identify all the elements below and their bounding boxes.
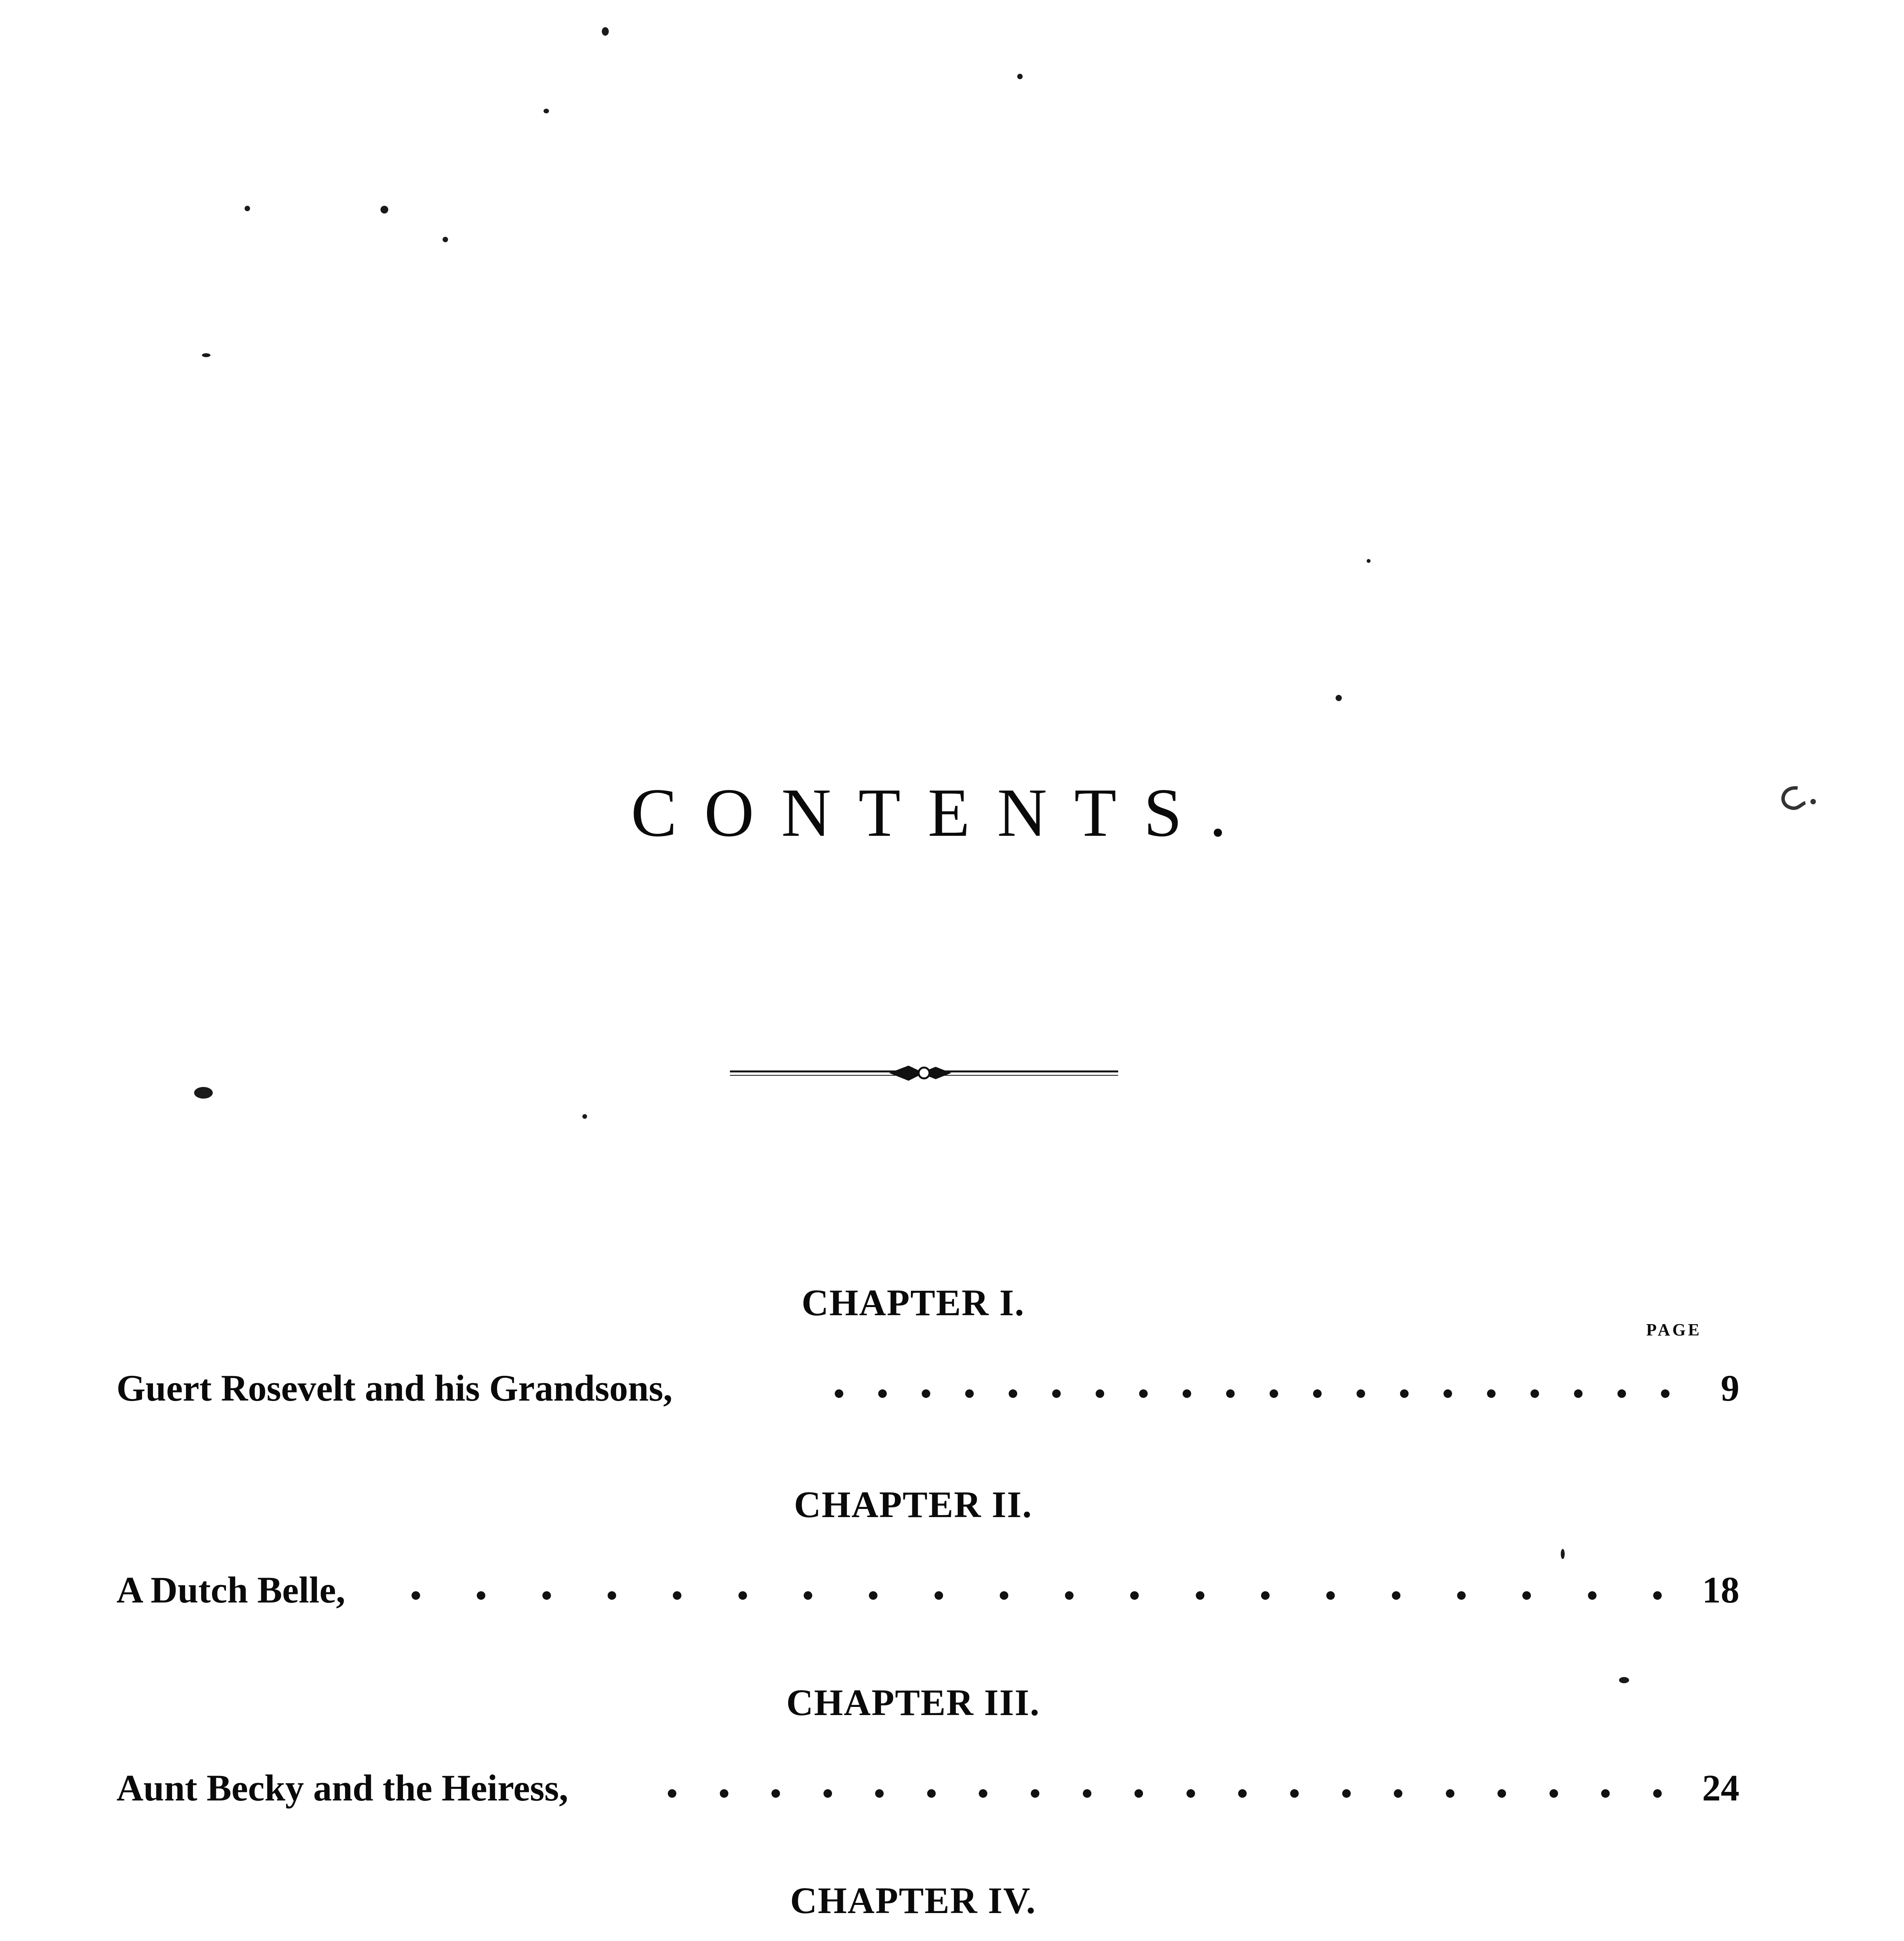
- scan-speck: [245, 206, 250, 211]
- dot-leader: [835, 1370, 1669, 1417]
- chapter-heading: CHAPTER II.: [794, 1484, 1033, 1525]
- chapter-heading: CHAPTER I.: [801, 1282, 1025, 1323]
- page-number: 18: [1702, 1569, 1739, 1611]
- chapter-title: Aunt Becky and the Heiress,: [116, 1767, 568, 1809]
- scan-speck: [202, 353, 210, 357]
- page-number: 24: [1702, 1767, 1739, 1809]
- chapter-title: Guert Rosevelt and his Grandsons,: [116, 1367, 673, 1409]
- page-column-label: PAGE: [1646, 1320, 1702, 1339]
- scan-speck: [602, 27, 609, 36]
- dot-leader: [668, 1770, 1662, 1817]
- scan-speck: [194, 1087, 213, 1099]
- chapter-heading: CHAPTER III.: [786, 1682, 1040, 1723]
- scan-speck: [443, 237, 448, 242]
- scan-speck: [1367, 559, 1371, 563]
- scan-speck: [1017, 74, 1023, 79]
- scan-speck: [1336, 695, 1342, 701]
- scan-speck: [1561, 1549, 1565, 1559]
- ink-smudge-mark: [1770, 780, 1825, 819]
- scan-speck: [380, 206, 388, 214]
- page-title: CONTENTS.: [631, 774, 1254, 851]
- scan-speck: [582, 1114, 587, 1119]
- chapter-title: A Dutch Belle,: [116, 1569, 346, 1611]
- scan-speck: [1619, 1677, 1629, 1683]
- ornamental-rule: [730, 1048, 1118, 1095]
- dot-leader: [412, 1572, 1662, 1619]
- scan-speck: [544, 109, 549, 113]
- page-number: 9: [1721, 1367, 1739, 1409]
- chapter-heading: CHAPTER IV.: [790, 1880, 1036, 1921]
